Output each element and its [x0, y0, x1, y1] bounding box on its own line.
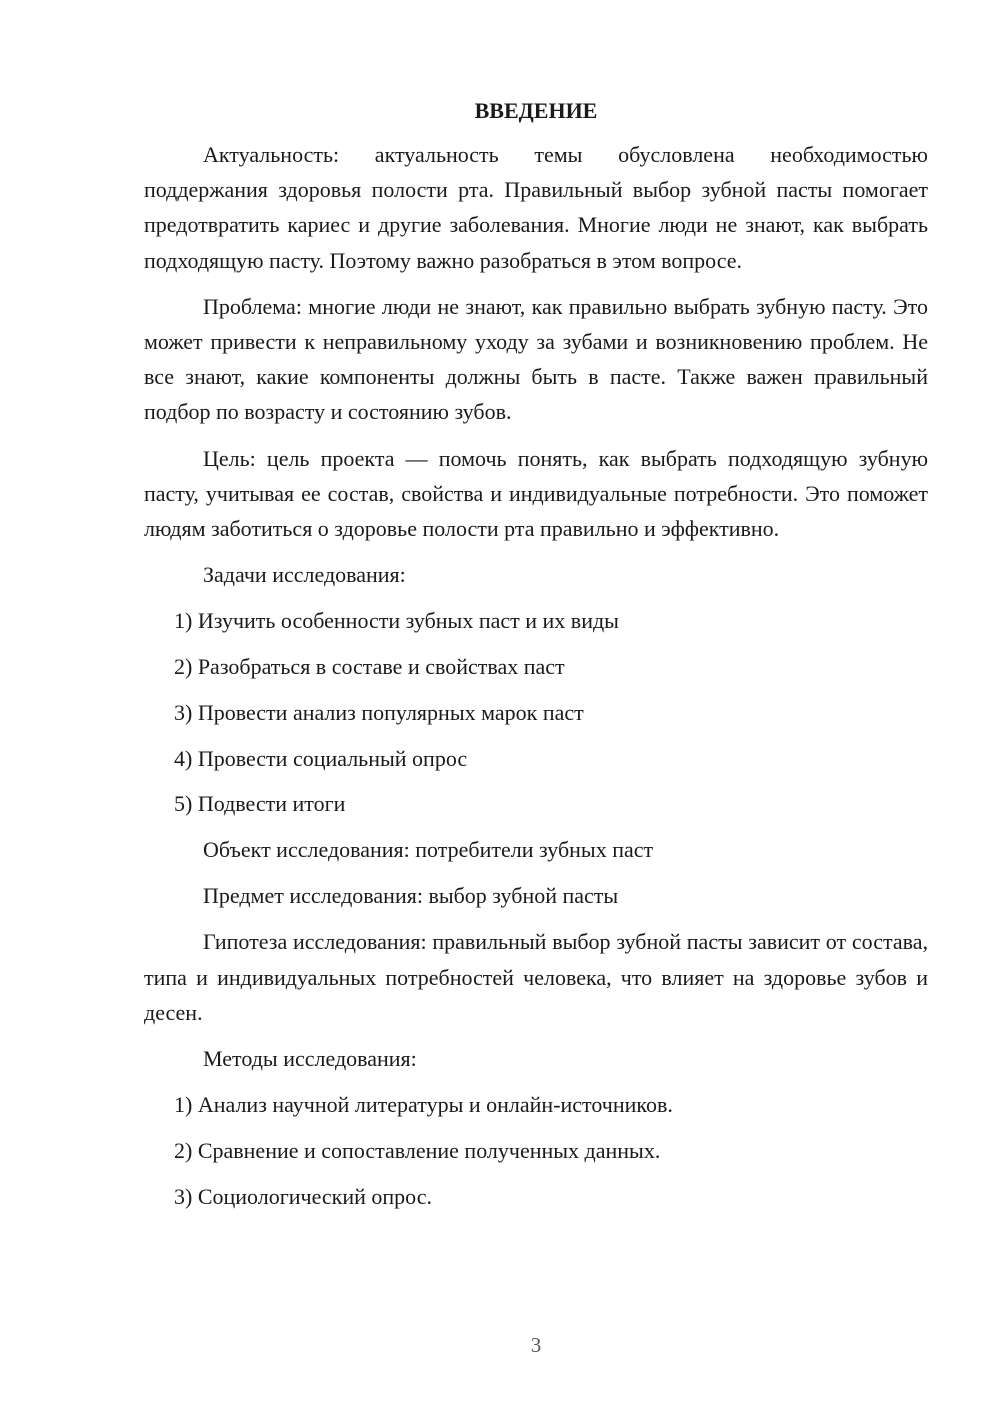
- method-item: 1) Анализ научной литературы и онлайн-источников.: [174, 1092, 673, 1118]
- relevance-paragraph: Актуальность: актуальность темы обусловлена необходимостью поддержания здоровья полости рта. Правильный выбор зубной пасты помогает предотвратить кариес и другие заболевания. Многие люди не знают, как выбрать подходящую пасту. Поэтому важно разобраться в этом вопросе.: [144, 142, 928, 273]
- tasks-heading: Задачи исследования:: [203, 562, 406, 588]
- page-title: ВВЕДЕНИЕ: [474, 98, 598, 123]
- research-object: Объект исследования: потребители зубных паст: [203, 836, 654, 862]
- task-item: 4) Провести социальный опрос: [174, 745, 468, 771]
- method-item: 2) Сравнение и сопоставление полученных данных.: [174, 1137, 661, 1163]
- task-item: 3) Провести анализ популярных марок паст: [174, 699, 584, 725]
- hypothesis-paragraph: Гипотеза исследования: правильный выбор зубной пасты зависит от состава, типа и индивидуальных потребностей человека, что влияет на здоровье зубов и десен.: [144, 929, 928, 1025]
- task-item: 1) Изучить особенности зубных паст и их виды: [174, 608, 619, 634]
- research-subject: Предмет исследования: выбор зубной пасты: [203, 883, 619, 909]
- page-number: 3: [530, 1333, 542, 1357]
- methods-heading: Методы исследования:: [203, 1045, 417, 1071]
- task-item: 2) Разобраться в составе и свойствах паст: [174, 654, 565, 680]
- method-item: 3) Социологический опрос.: [174, 1183, 432, 1209]
- goal-paragraph: Цель: цель проекта — помочь понять, как выбрать подходящую зубную пасту, учитывая ее состав, свойства и индивидуальные потребности. Это поможет людям заботиться о здоровье полости рта правильно и эффективно.: [144, 445, 928, 542]
- page-content: [144, 96, 928, 1224]
- task-item: 5) Подвести итоги: [174, 791, 346, 817]
- problem-paragraph: Проблема: многие люди не знают, как правильно выбрать зубную пасту. Это может привести к неправильному уходу за зубами и возникновению проблем. Не все знают, какие компоненты должны быть в пасте. Также важен правильный подбор по возрасту и состоянию зубов.: [144, 293, 928, 425]
